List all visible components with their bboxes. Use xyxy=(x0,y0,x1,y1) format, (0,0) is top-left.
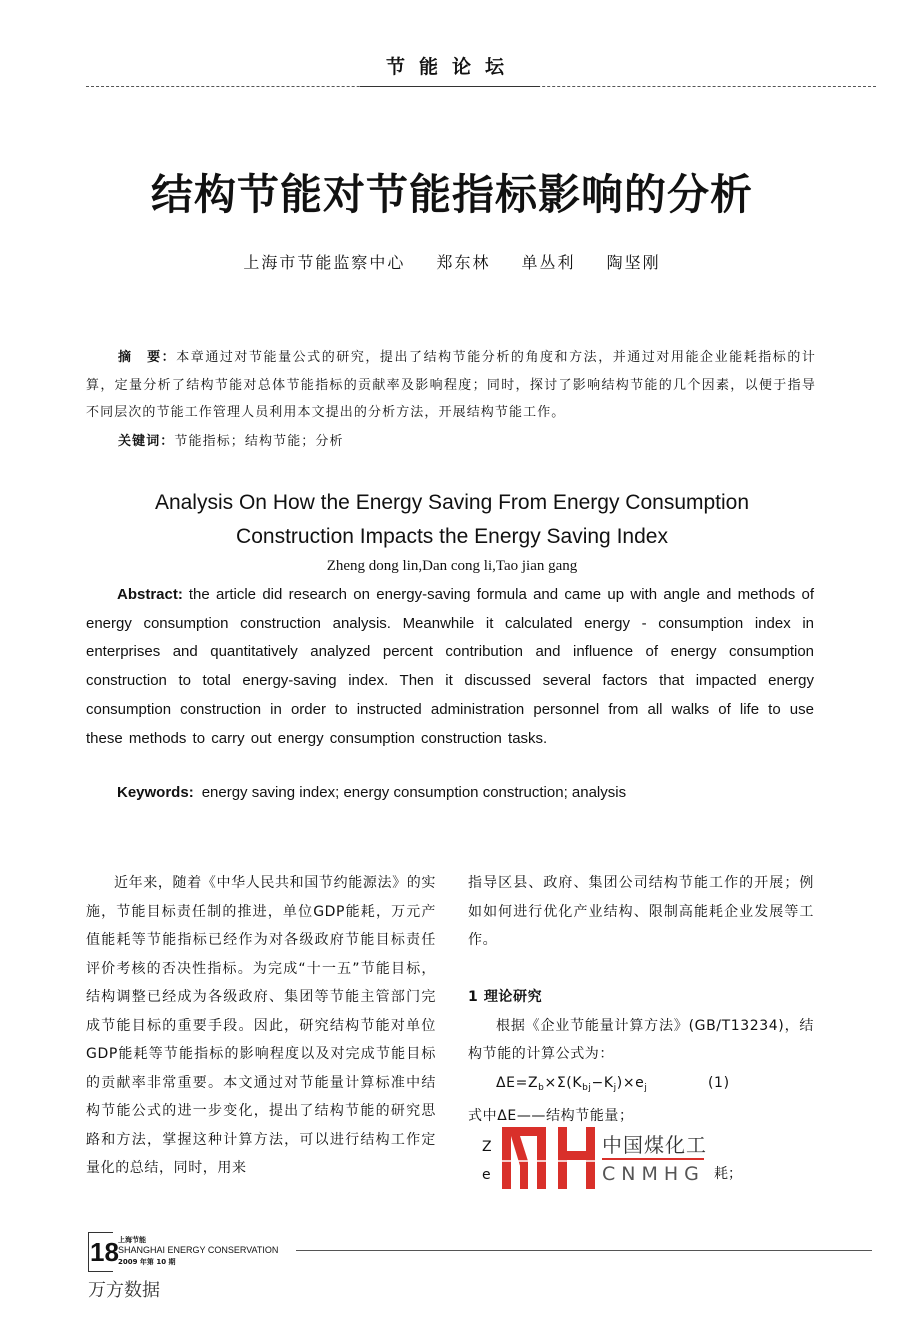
journal-name-en: SHANGHAI ENERGY CONSERVATION xyxy=(118,1245,279,1255)
logo-name-en: CNMHG xyxy=(602,1163,705,1185)
body-column-right xyxy=(468,869,814,1131)
keywords-cn xyxy=(118,430,344,449)
body-column-left xyxy=(86,869,436,1183)
logo-name-cn: 中国煤化工 xyxy=(602,1133,707,1157)
section-header: 节能论坛 xyxy=(385,56,518,78)
formula-expression: $\Delta E=Z_b\times\Sigma(K_{bj}-K_j)\times e_j$ xyxy=(496,1074,648,1093)
partial-definitions xyxy=(468,1133,500,1193)
mh-logo-mark xyxy=(502,1125,597,1193)
partial-definition-1: Z xyxy=(482,1139,492,1155)
article-title-en-line1: Analysis On How the Energy Saving From Energy Consumption xyxy=(154,491,750,514)
author-name: 郑东林 xyxy=(436,253,491,272)
body-paragraph: 近年来，随着《中华人民共和国节约能源法》的实施，节能目标责任制的推进，单位GDP能耗，万元产值能耗等节能指标已经作为对各级政府节能目标责任评价考核的否决性指标。为完成“十一五”节能目标，结构调整已经成为各级政府、集团等节能主管部门完成节能目标的重要手段。因此，研究结构节能对单位GDP能耗等节能指标的影响程度以及对完成节能目标的贡献率非常重要。本文通过对节能量计算标准中结构节能公式的进一步变化，提出了结构节能的研究思路和方法，掌握这种计算方法，可以进行结构工作定量化的总结，同时，用来 xyxy=(86,875,436,1176)
abstract-en xyxy=(86,581,814,753)
abstract-cn-label: 摘 要： xyxy=(118,350,177,365)
logo-divider xyxy=(602,1158,704,1160)
body-paragraph-continued: 指导区县、政府、集团公司结构节能工作的开展；例如如何进行优化产业结构、限制高能耗企业发展等工作。 xyxy=(468,875,814,948)
abstract-en-text: the article did research on energy-saving formula and came up with angle and methods of energy consumption construction analysis. Meanwhile it calculated energy - consumption index in enterprises and quantitatively analyzed percent contribution and influence of energy consumption construction to total energy-saving index. Then it discussed several factors that impacted energy consumption construction in order to instructed administration personnel from all walks of life to use these methods to carry out energy consumption construction tasks. xyxy=(86,586,814,747)
partial-definition-suffix: 耗； xyxy=(714,1166,742,1182)
keywords-cn-text: 节能指标；结构节能；分析 xyxy=(174,434,344,449)
article-title-en xyxy=(0,486,904,554)
header-rule-accent xyxy=(360,86,540,87)
page-number: 18 xyxy=(90,1237,119,1267)
author-line-en: Zheng dong lin,Dan cong li,Tao jian gang xyxy=(326,558,578,574)
keywords-en xyxy=(117,784,626,801)
keywords-en-label: Keywords: xyxy=(117,784,194,801)
formula-number: (1) xyxy=(708,1074,730,1091)
cnmhg-logo xyxy=(502,1125,712,1193)
source-watermark: 万方数据 xyxy=(88,1280,160,1301)
abstract-en-label: Abstract: xyxy=(117,586,183,603)
journal-issue: 2009 年第 10 期 xyxy=(118,1258,176,1266)
affiliation: 上海市节能监察中心 xyxy=(243,253,406,272)
section-heading: 1 理论研究 xyxy=(468,989,543,1005)
author-name: 陶坚刚 xyxy=(606,253,661,272)
keywords-en-text: energy saving index; energy consumption construction; analysis xyxy=(201,784,627,801)
article-title-en-line2: Construction Impacts the Energy Saving Index xyxy=(236,525,668,548)
abstract-cn xyxy=(86,344,816,427)
author-name: 单丛利 xyxy=(521,253,576,272)
partial-definition-2: e xyxy=(482,1167,491,1183)
formula-definition: 式中ΔE——结构节能量； xyxy=(468,1108,634,1124)
formula xyxy=(468,1069,814,1103)
article-title-cn: 结构节能对节能指标影响的分析 xyxy=(150,170,753,219)
keywords-cn-label: 关键词： xyxy=(118,434,175,449)
body-paragraph: 根据《企业节能量计算方法》(GB/T13234)，结构节能的计算公式为： xyxy=(468,1017,814,1062)
journal-name-cn: 上海节能 xyxy=(118,1236,146,1244)
abstract-cn-text: 本章通过对节能量公式的研究，提出了结构节能分析的角度和方法，并通过对用能企业能耗指标的计算，定量分析了结构节能对总体节能指标的贡献率及影响程度；同时，探讨了影响结构节能的几个因素，以便于指导不同层次的节能工作管理人员利用本文提出的分析方法，开展结构节能工作。 xyxy=(86,350,817,420)
author-line-cn xyxy=(0,250,904,273)
footer-rule xyxy=(296,1250,872,1251)
